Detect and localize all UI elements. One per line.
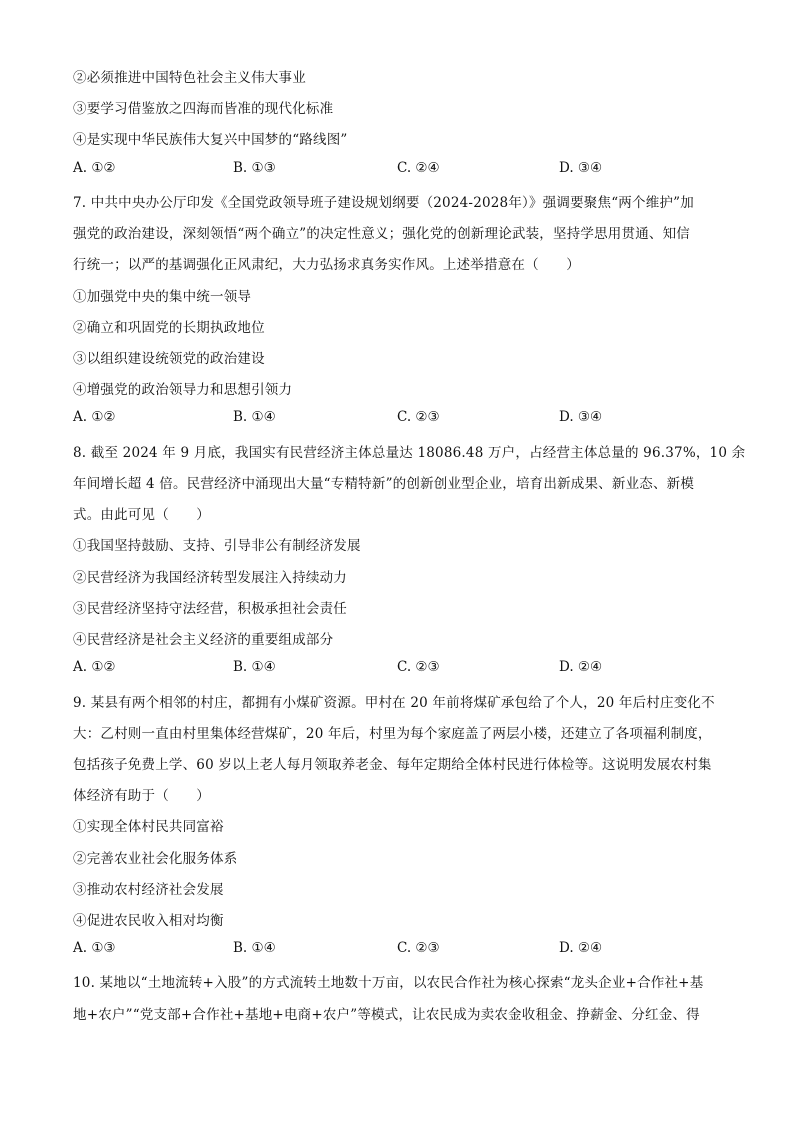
q9-option-a: A. ①③ — [73, 940, 116, 956]
q7-option-c: C. ②③ — [397, 409, 440, 425]
q8-option-a: A. ①② — [73, 659, 116, 675]
q8-option-b: B. ①④ — [233, 659, 276, 675]
q8-item-4: ④民营经济是社会主义经济的重要组成部分 — [73, 632, 334, 648]
q7-stem-line-2: 强党的政治建设，深刻领悟“两个确立”的决定性意义；强化党的创新理论武装，坚持学思用贯通、知信 — [73, 226, 691, 242]
q6-option-b: B. ①③ — [233, 160, 276, 176]
q8-stem-line-1: 8. 截至 2024 年 9 月底，我国实有民营经济主体总量达 18086.48 万户，占经营主体总量的 96.37%，10 余 — [73, 445, 746, 461]
q6-item-2: ②必须推进中国特色社会主义伟大事业 — [73, 70, 306, 86]
q7-item-2: ②确立和巩固党的长期执政地位 — [73, 320, 265, 336]
q9-item-3: ③推动农村经济社会发展 — [73, 882, 224, 898]
q8-item-2: ②民营经济为我国经济转型发展注入持续动力 — [73, 570, 347, 586]
q8-item-3: ③民营经济坚持守法经营，积极承担社会责任 — [73, 601, 347, 617]
q6-option-d: D. ③④ — [559, 160, 603, 176]
q7-options — [73, 409, 713, 429]
q9-item-4: ④促进农民收入相对均衡 — [73, 913, 224, 929]
q7-item-4: ④增强党的政治领导力和思想引领力 — [73, 382, 293, 398]
q9-item-2: ②完善农业社会化服务体系 — [73, 851, 238, 867]
q6-option-a: A. ①② — [73, 160, 116, 176]
q8-stem-line-3: 式。由此可见（ ） — [73, 507, 210, 523]
q9-stem-line-2: 大：乙村则一直由村里集体经营煤矿，20 年后，村里为每个家庭盖了两层小楼，还建立了各项福利制度， — [73, 726, 712, 742]
q7-option-d: D. ③④ — [559, 409, 603, 425]
q8-option-d: D. ②④ — [559, 659, 603, 675]
q9-options — [73, 940, 713, 960]
q8-options — [73, 659, 713, 679]
q7-option-a: A. ①② — [73, 409, 116, 425]
q9-stem-line-1: 9. 某县有两个相邻的村庄，都拥有小煤矿资源。甲村在 20 年前将煤矿承包给了个人，20 年后村庄变化不 — [73, 695, 715, 711]
q8-item-1: ①我国坚持鼓励、支持、引导非公有制经济发展 — [73, 538, 361, 554]
q10-stem-line-1: 10. 某地以“土地流转+入股”的方式流转土地数十万亩，以农民合作社为核心探索“龙头企业+合作社+基 — [73, 975, 704, 991]
q8-option-c: C. ②③ — [397, 659, 440, 675]
q7-option-b: B. ①④ — [233, 409, 276, 425]
q9-stem-line-4: 体经济有助于（ ） — [73, 788, 210, 804]
q6-item-4: ④是实现中华民族伟大复兴中国梦的“路线图” — [73, 132, 348, 148]
q9-option-c: C. ②③ — [397, 940, 440, 956]
q6-option-c: C. ②④ — [397, 160, 440, 176]
q10-stem-line-2: 地+农户”“党支部+合作社+基地+电商+农户”等模式，让农民成为卖农金收租金、挣薪金、分红金、得 — [73, 1007, 700, 1023]
q9-item-1: ①实现全体村民共同富裕 — [73, 819, 224, 835]
q6-item-3: ③要学习借鉴放之四海而皆准的现代化标准 — [73, 101, 334, 117]
q9-option-b: B. ①④ — [233, 940, 276, 956]
q7-stem-line-3: 行统一；以严的基调强化正风肃纪，大力弘扬求真务实作风。上述举措意在（ ） — [73, 257, 580, 273]
q7-item-3: ③以组织建设统领党的政治建设 — [73, 351, 265, 367]
q9-stem-line-3: 包括孩子免费上学、60 岁以上老人每月领取养老金、每年定期给全体村民进行体检等。这说明发展农村集 — [73, 757, 712, 773]
q7-stem-line-1: 7. 中共中央办公厅印发《全国党政领导班子建设规划纲要（2024-2028年）》强调要聚焦“两个维护”加 — [73, 195, 694, 211]
q8-stem-line-2: 年间增长超 4 倍。民营经济中涌现出大量“专精特新”的创新创业型企业，培育出新成果、新业态、新模 — [73, 476, 695, 492]
q6-options — [73, 160, 713, 180]
q7-item-1: ①加强党中央的集中统一领导 — [73, 289, 252, 305]
q9-option-d: D. ②④ — [559, 940, 603, 956]
